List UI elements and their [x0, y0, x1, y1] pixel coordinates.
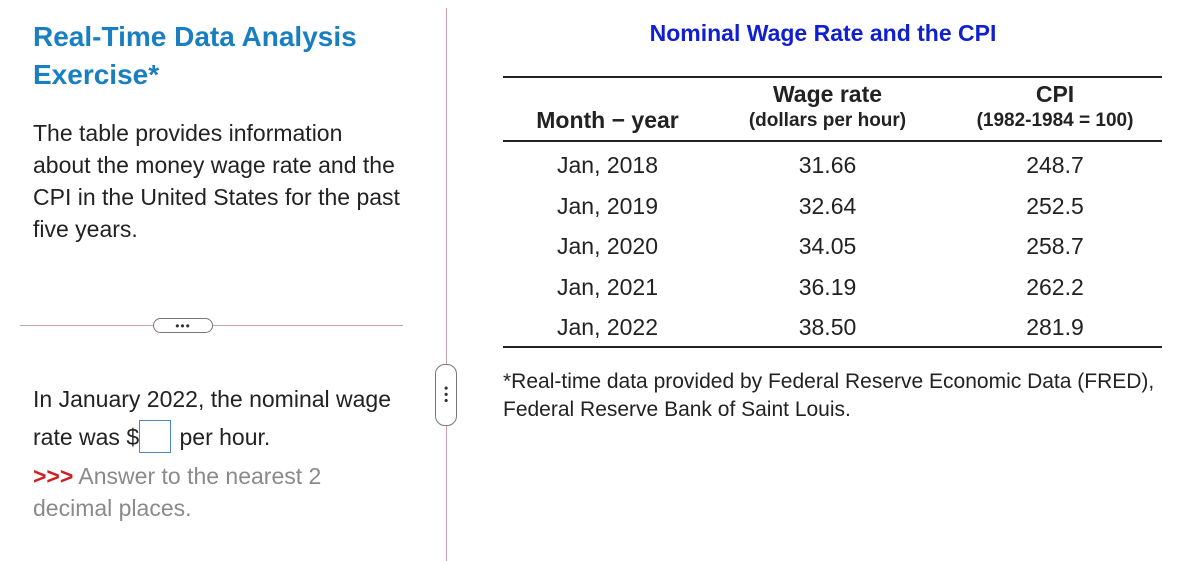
cell-cpi: 248.7	[1026, 152, 1084, 178]
wage-header-label: Wage rate	[772, 81, 883, 107]
table-row	[503, 268, 1162, 309]
cell-cpi: 281.9	[1026, 314, 1084, 340]
table-body	[503, 146, 1162, 349]
table-row	[503, 227, 1162, 268]
cell-month: Jan, 2022	[556, 314, 659, 340]
cell-cpi: 252.5	[1026, 192, 1084, 219]
panel-resize-handle[interactable]	[435, 364, 457, 426]
answer-hint	[33, 460, 393, 524]
cell-month: Jan, 2019	[556, 192, 659, 219]
cell-month: Jan, 2018	[556, 152, 659, 178]
hint-arrows: >>>	[33, 463, 74, 489]
column-header-wage-rate	[725, 80, 930, 134]
table-header-rule	[503, 140, 1162, 142]
cell-wage: 34.05	[798, 233, 857, 259]
cpi-header-unit: (1982-1984 = 100)	[976, 110, 1134, 131]
expand-more-button[interactable]: •••	[153, 318, 213, 333]
cell-wage: 36.19	[798, 273, 857, 300]
exercise-title: Real-Time Data Analysis Exercise*	[33, 21, 357, 90]
column-header-month	[520, 106, 695, 134]
cell-month: Jan, 2021	[556, 273, 659, 300]
table-top-rule	[503, 76, 1162, 78]
resize-handle-dots: •••	[439, 385, 453, 405]
table-row	[503, 308, 1162, 349]
question-text	[33, 380, 413, 457]
data-source-footnote: *Real-time data provided by Federal Reserve Economic Data (FRED), Federal Reserve Bank of Saint Louis.	[503, 370, 1155, 421]
question-text-before: In January 2022, the nominal wage rate was $	[33, 386, 392, 450]
exercise-description: The table provides information about the money wage rate and the CPI in the United States for the past five years.	[33, 120, 400, 242]
panel-divider	[446, 8, 447, 561]
hint-text: Answer to the nearest 2 decimal places.	[33, 463, 322, 521]
month-header-label: Month − year	[536, 107, 679, 133]
wage-header-unit: (dollars per hour)	[748, 110, 907, 131]
answer-input[interactable]	[139, 420, 171, 453]
table-bottom-rule	[503, 346, 1162, 348]
cpi-header-label: CPI	[1035, 81, 1075, 107]
table-row	[503, 146, 1162, 187]
cell-wage: 38.50	[798, 314, 857, 340]
cell-wage: 31.66	[798, 152, 857, 178]
column-header-cpi	[955, 80, 1155, 134]
table-row	[503, 187, 1162, 228]
cell-cpi: 262.2	[1026, 273, 1084, 300]
table-title: Nominal Wage Rate and the CPI	[649, 20, 997, 46]
left-panel	[0, 0, 446, 561]
question-text-after: per hour.	[173, 424, 271, 450]
cell-month: Jan, 2020	[556, 233, 659, 259]
cell-wage: 32.64	[798, 192, 857, 219]
cell-cpi: 258.7	[1026, 233, 1084, 259]
